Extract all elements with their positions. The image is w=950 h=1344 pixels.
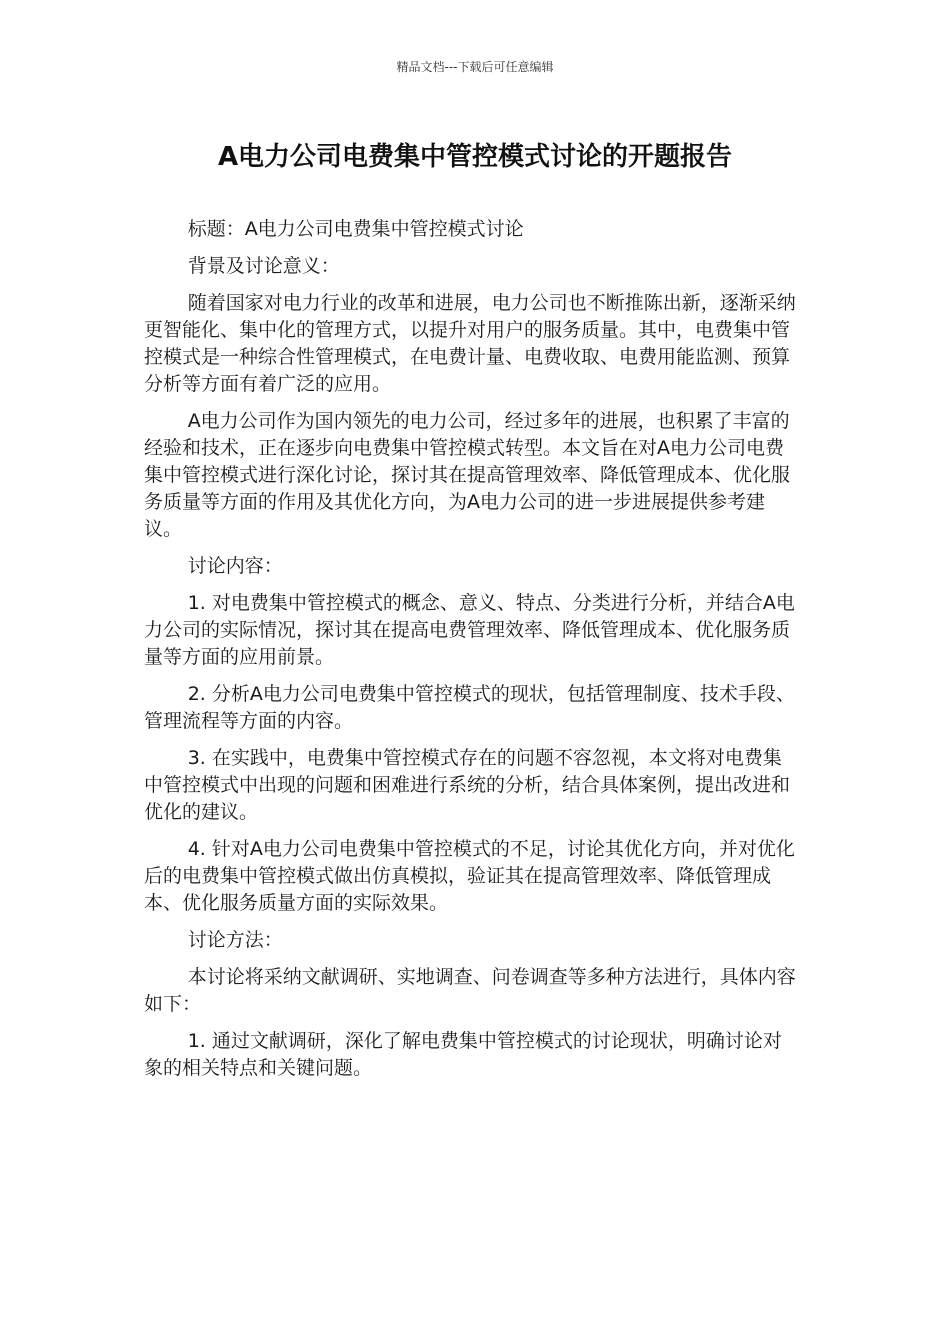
paragraph-content-item-1: 1. 对电费集中管控模式的概念、意义、特点、分类进行分析，并结合A电力公司的实际情况，探讨其在提高电费管理效率、降低管理成本、优化服务质量等方面的应用前景。 [144, 592, 795, 668]
paragraph-content-item-2: 2. 分析A电力公司电费集中管控模式的现状，包括管理制度、技术手段、管理流程等方面的内容。 [144, 683, 795, 732]
paragraph-method-intro: 本讨论将采纳文献调研、实地调查、问卷调查等多种方法进行，具体内容如下： [144, 966, 796, 1015]
paragraph-background-heading: 背景及讨论意义： [187, 255, 340, 277]
paragraph-method-item-1: 1. 通过文献调研，深化了解电费集中管控模式的讨论现状，明确讨论对象的相关特点和关键问题。 [144, 1030, 782, 1079]
paragraph-background-1: 随着国家对电力行业的改革和进展，电力公司也不断推陈出新，逐渐采纳更智能化、集中化的管理方式，以提升对用户的服务质量。其中，电费集中管控模式是一种综合性管理模式，在电费计量、电费收取、电费用能监测、预算分析等方面有着广泛的应用。 [144, 292, 796, 395]
paragraph-content-heading: 讨论内容： [187, 555, 283, 577]
document-title: A电力公司电费集中管控模式讨论的开题报告 [217, 142, 733, 172]
paragraph-subject-line: 标题：A电力公司电费集中管控模式讨论 [187, 218, 524, 240]
header-note: 精品文档---下载后可任意编辑 [396, 60, 554, 74]
paragraph-content-item-4: 4. 针对A电力公司电费集中管控模式的不足，讨论其优化方向，并对优化后的电费集中管控模式做出仿真模拟，验证其在提高管理效率、降低管理成本、优化服务质量方面的实际效果。 [144, 838, 795, 914]
paragraph-method-heading: 讨论方法： [187, 929, 283, 951]
paragraph-background-2: A电力公司作为国内领先的电力公司，经过多年的进展，也积累了丰富的经验和技术，正在逐步向电费集中管控模式转型。本文旨在对A电力公司电费集中管控模式进行深化讨论，探讨其在提高管理效率、降低管理成本、优化服务质量等方面的作用及其优化方向，为A电力公司的进一步进展提供参考建议。 [144, 410, 791, 540]
paragraph-content-item-3: 3. 在实践中，电费集中管控模式存在的问题不容忽视，本文将对电费集中管控模式中出现的问题和困难进行系统的分析，结合具体案例，提出改进和优化的建议。 [144, 747, 791, 823]
document-body [144, 216, 800, 1092]
